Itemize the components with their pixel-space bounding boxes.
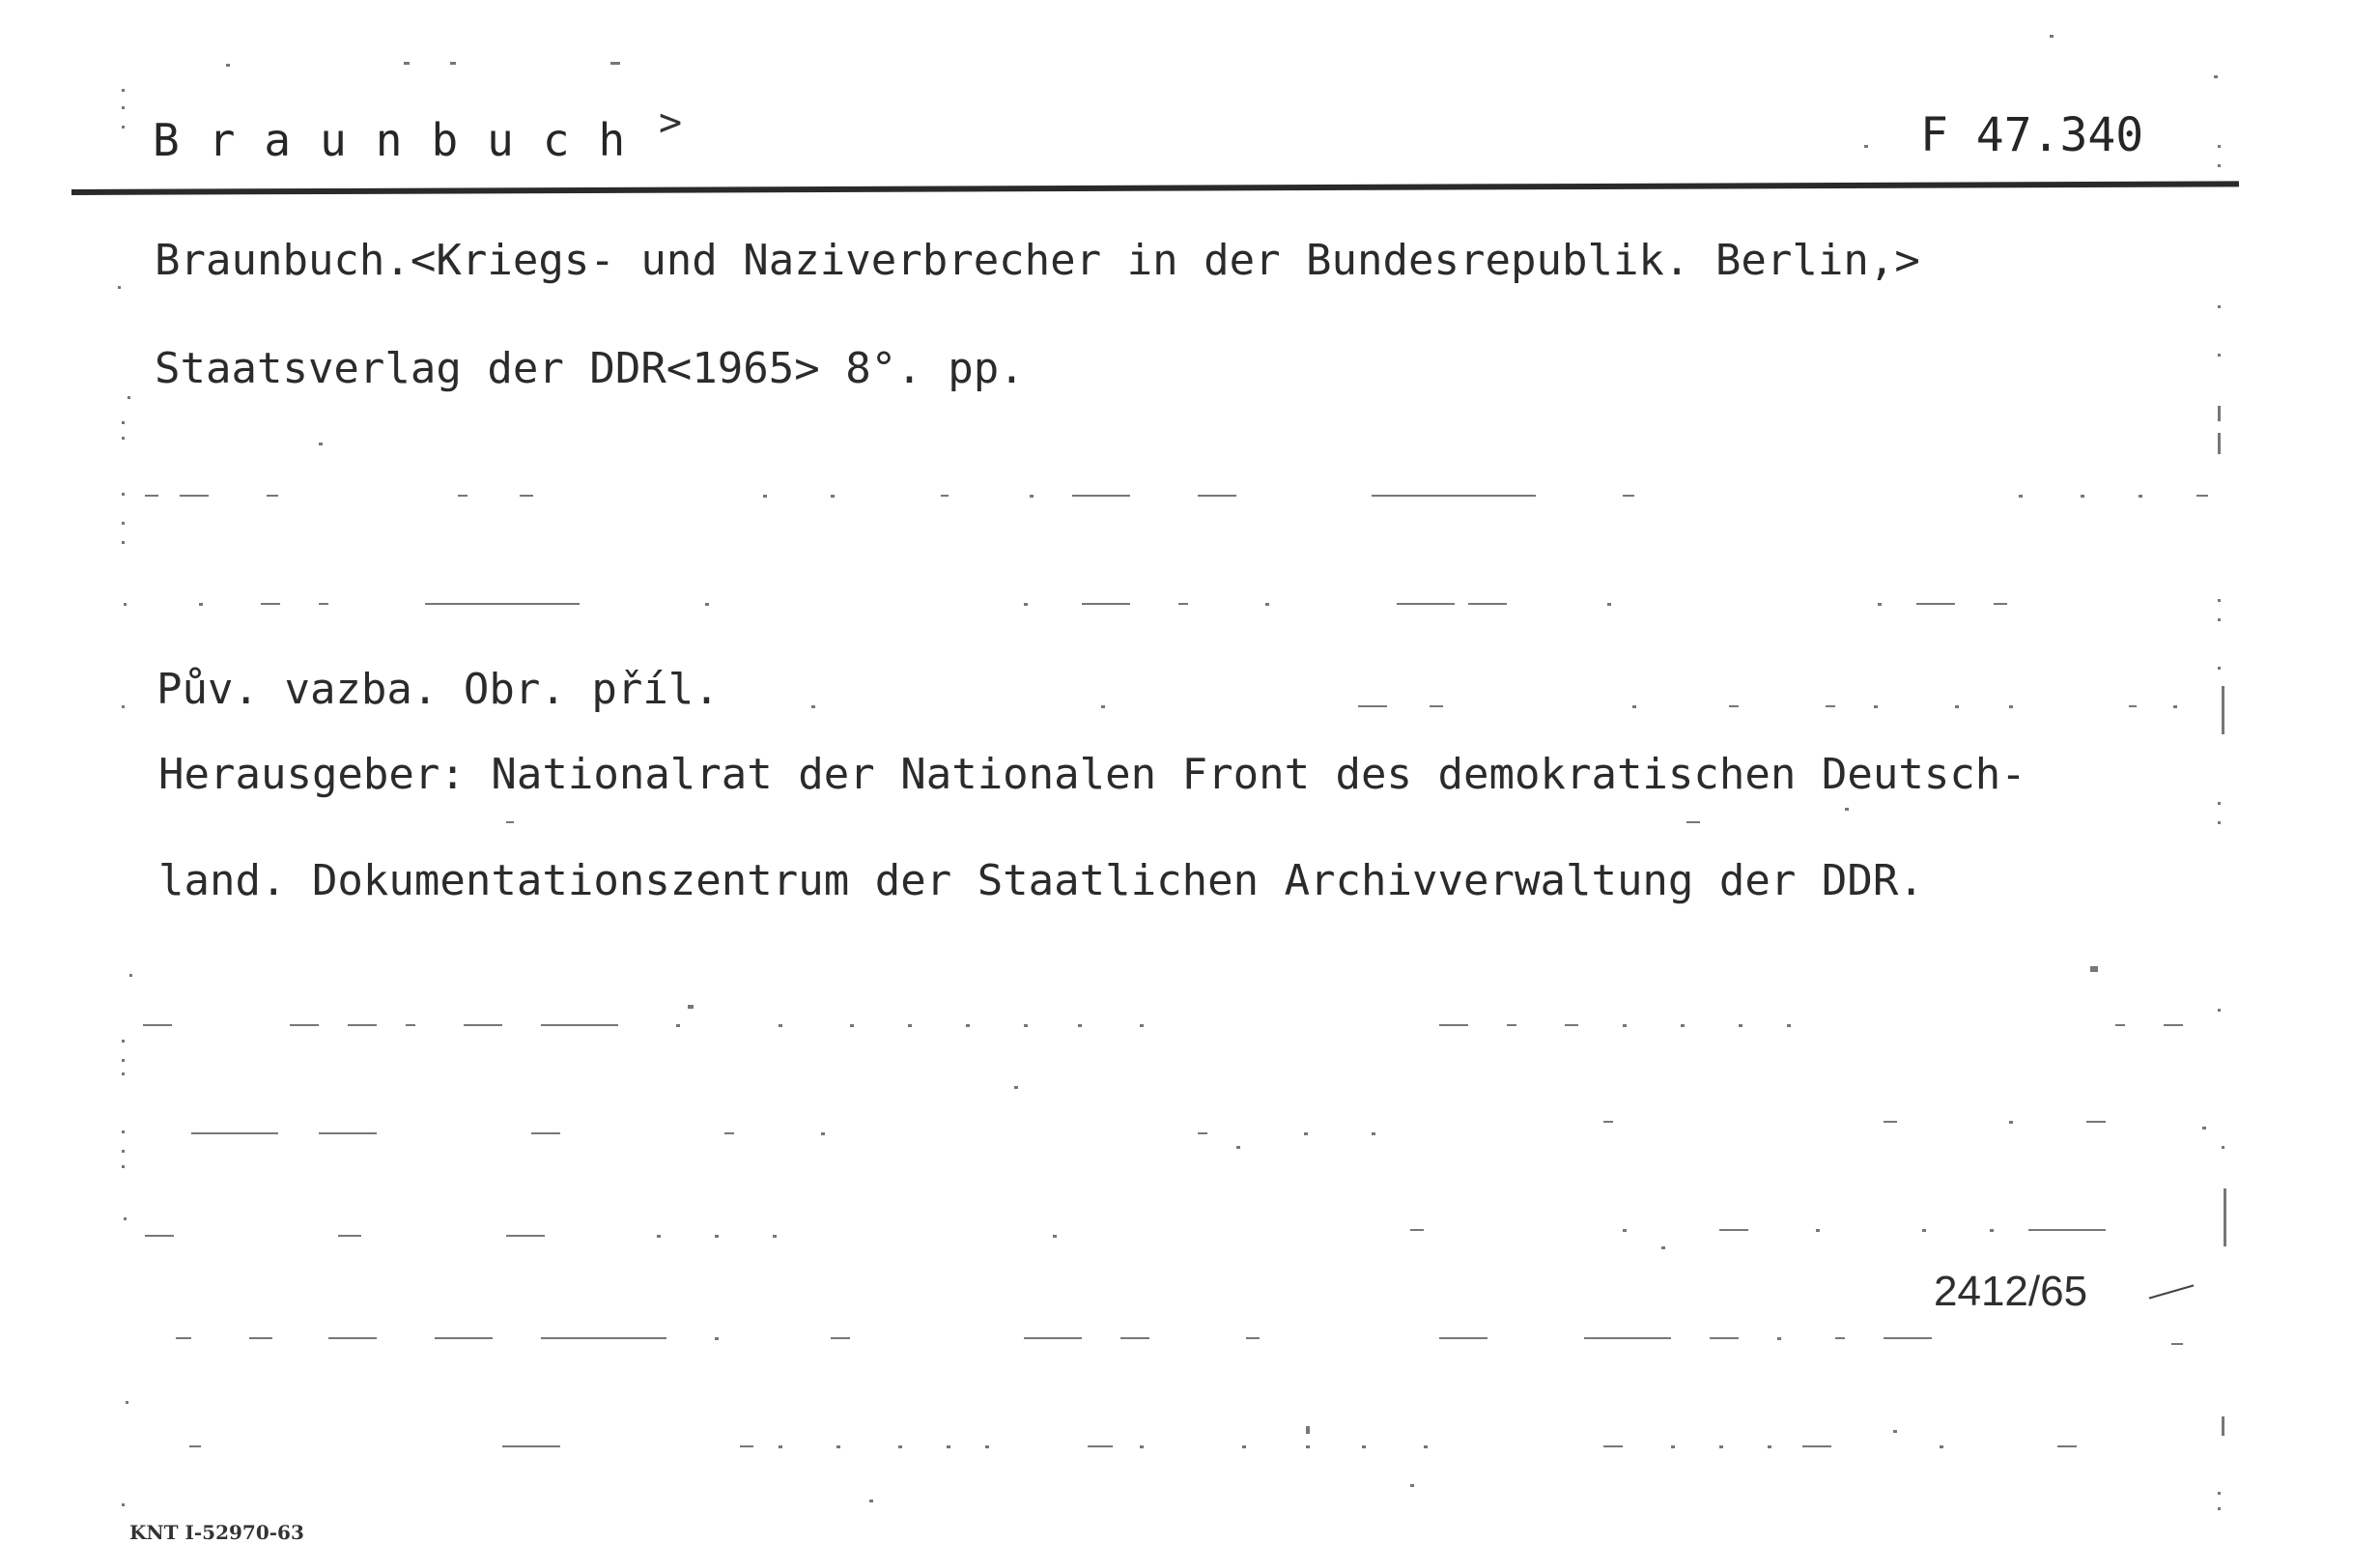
title-line: Braunbuch.<Kriegs- und Naziverbrecher in der Bundesrepublik. Berlin,> bbox=[155, 236, 1920, 285]
catalog-heading: Braunbuch bbox=[153, 114, 655, 166]
shelf-signature: F 47.340 bbox=[1920, 108, 2144, 162]
print-code: KNT I-52970-63 bbox=[129, 1521, 304, 1544]
publisher-note-line-2: land. Dokumentationszentrum der Staatlichen Archivverwaltung der DDR. bbox=[158, 856, 1924, 905]
heading-correction-mark: > bbox=[659, 100, 683, 145]
physical-description: Pův. vazba. Obr. příl. bbox=[156, 665, 720, 714]
accession-number: 2412/65 bbox=[1934, 1268, 2088, 1315]
imprint-line: Staatsverlag der DDR<1965> 8°. pp. bbox=[155, 344, 1025, 393]
publisher-note-line-1: Herausgeber: Nationalrat der Nationalen Front des demokratischen Deutsch- bbox=[158, 750, 2026, 799]
